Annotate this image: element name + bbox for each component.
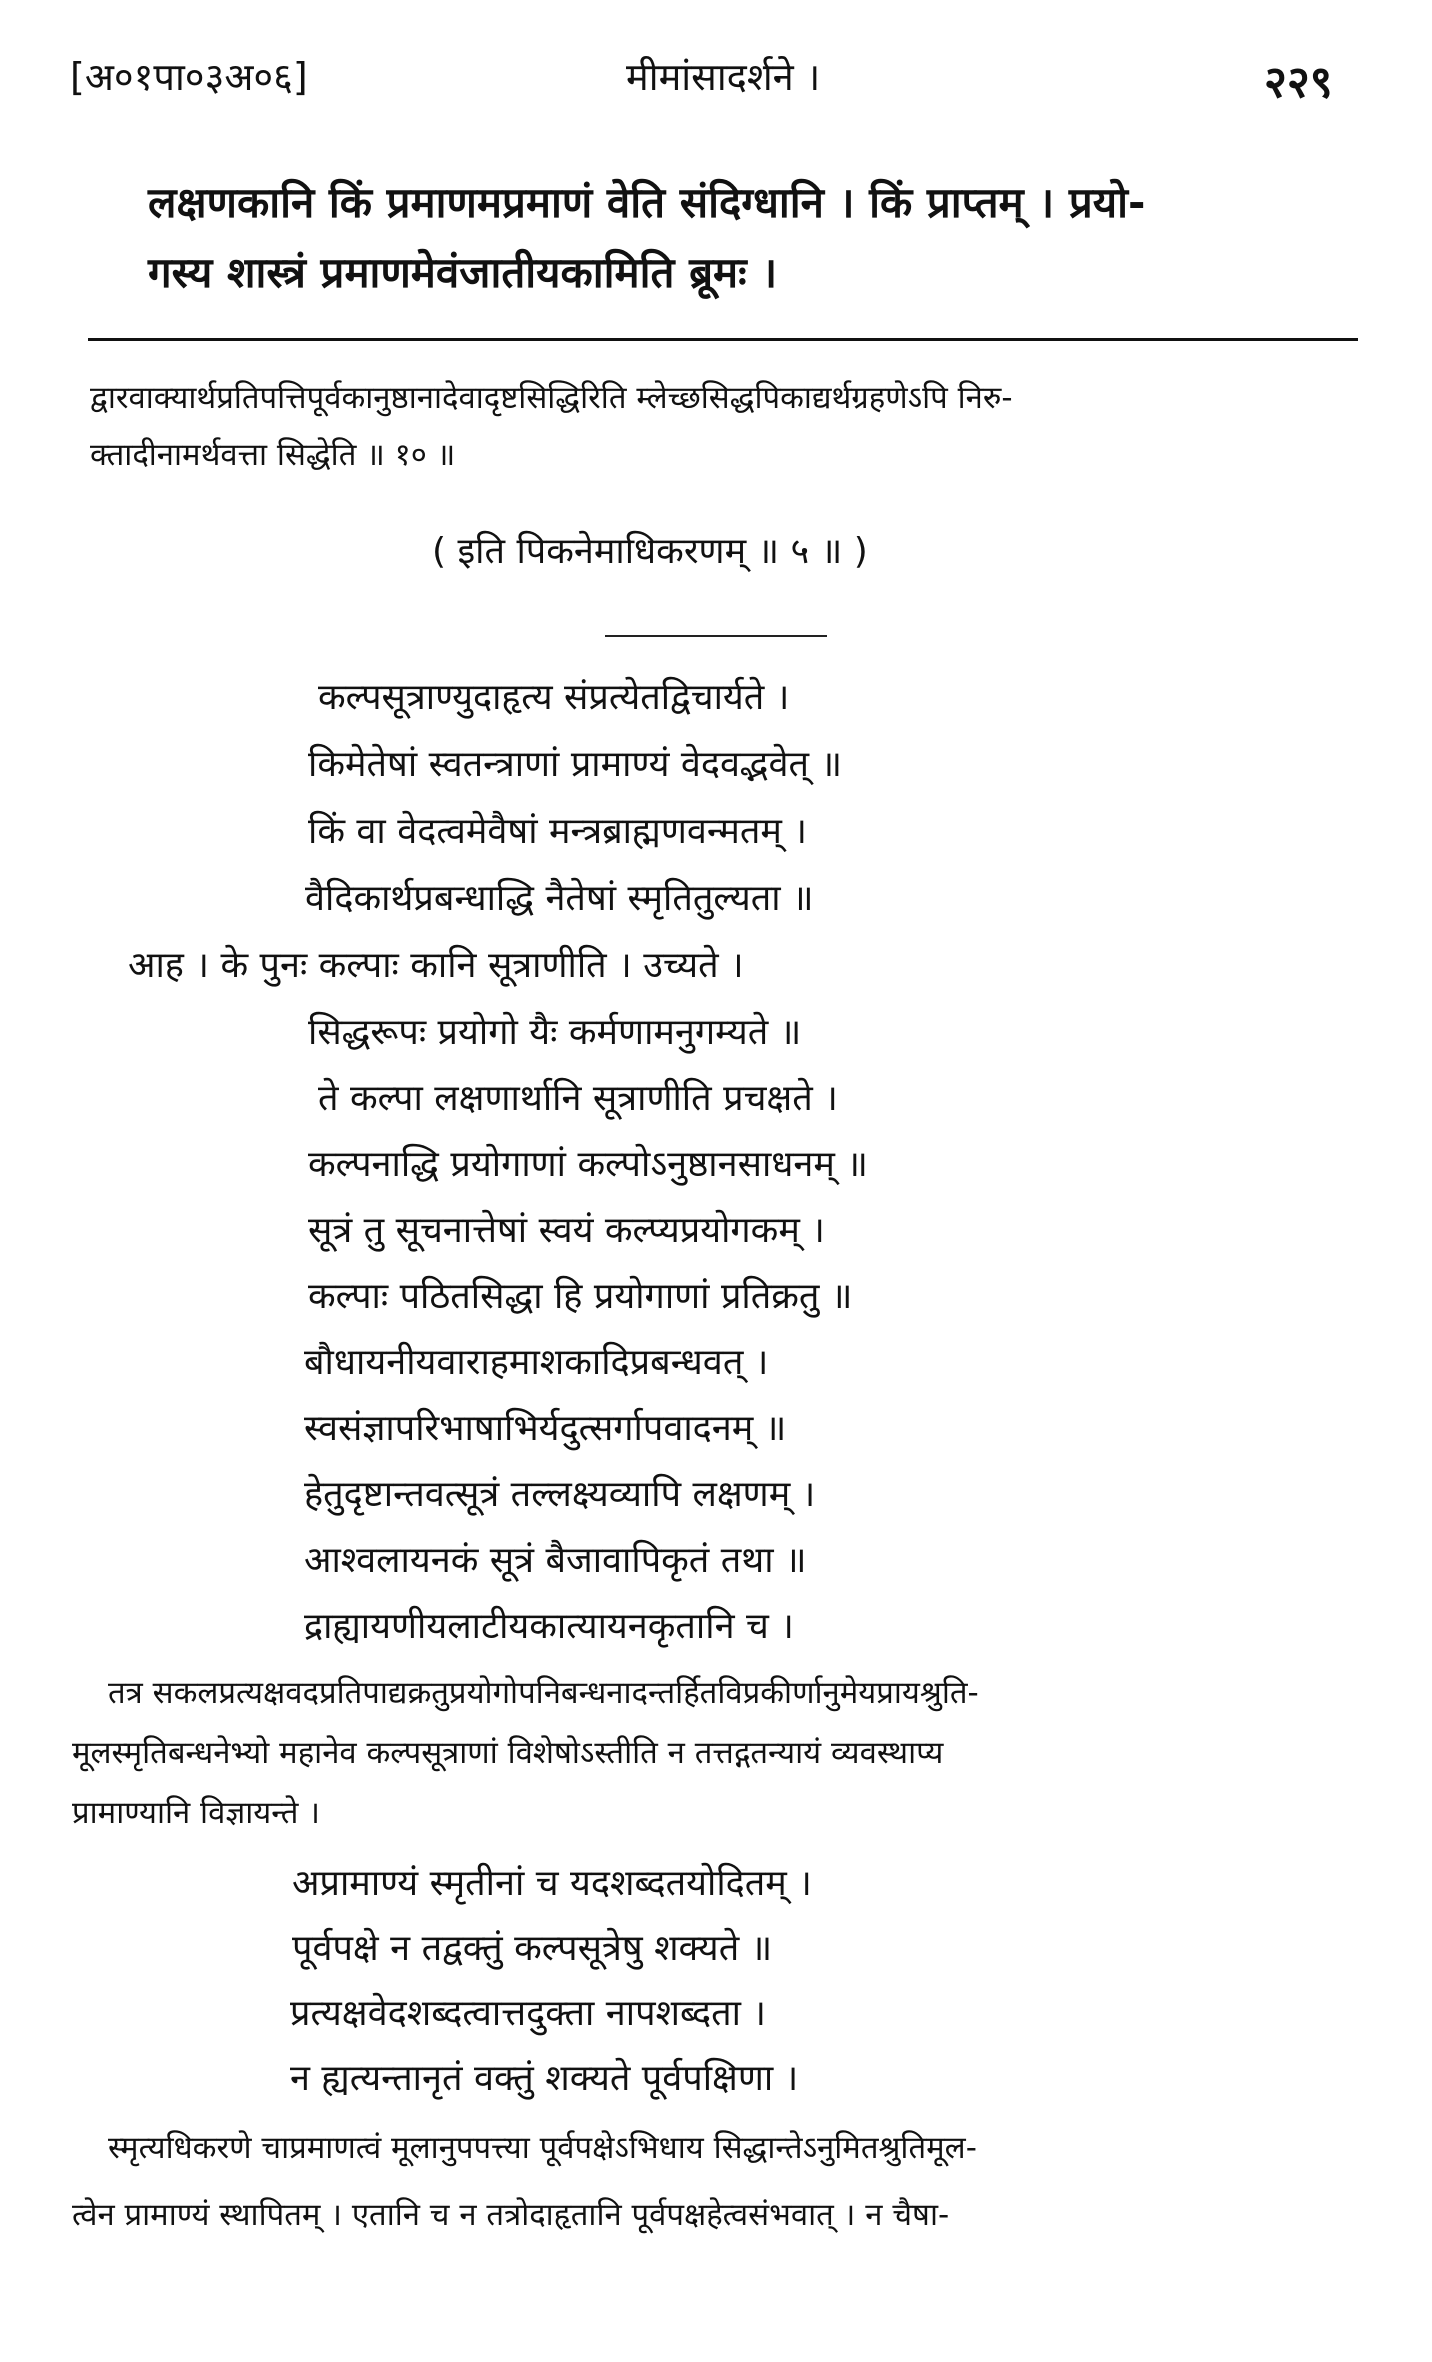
verse-1-3: किं वा वेदत्वमेवैषां मन्त्रब्राह्मणवन्मतम् । bbox=[308, 811, 807, 852]
page-number: २२९ bbox=[1264, 57, 1333, 108]
verse-1-2: किमेतेषां स्वतन्त्राणां प्रामाण्यं वेदवद्भवेत् ॥ bbox=[308, 744, 843, 785]
verse-3-2: पूर्वपक्षे न तद्वक्तुं कल्पसूत्रेषु शक्यते ॥ bbox=[292, 1928, 773, 1969]
prose-2-line-2: त्वेन प्रामाण्यं स्थापितम् । एतानि च न तत्रोदाहृतानि पूर्वपक्षहेत्वसंभवात् । न चैषा- bbox=[72, 2197, 950, 2233]
verse-2-3: कल्पनाद्धि प्रयोगाणां कल्पोऽनुष्ठानसाधनम् ॥ bbox=[308, 1144, 868, 1185]
verse-2-8: हेतुदृष्टान्तवत्सूत्रं तल्लक्ष्यव्यापि लक्षणम् । bbox=[304, 1474, 816, 1515]
verse-2-1: सिद्धरूपः प्रयोगो यैः कर्मणामनुगम्यते ॥ bbox=[308, 1012, 802, 1053]
verse-2-9: आश्वलायनकं सूत्रं बैजावापिकृतं तथा ॥ bbox=[304, 1540, 807, 1581]
commentary-line-2: क्तादीनामर्थवत्ता सिद्धेति ॥ १० ॥ bbox=[90, 437, 456, 473]
verse-2-4: सूत्रं तु सूचनात्तेषां स्वयं कल्प्यप्रयोगकम् । bbox=[308, 1210, 825, 1251]
verse-3-4: न ह्यत्यन्तानृतं वक्तुं शक्यते पूर्वपक्षिणा । bbox=[290, 2058, 799, 2099]
verse-2-2: ते कल्पा लक्षणार्थानि सूत्राणीति प्रचक्षते । bbox=[318, 1078, 838, 1119]
verse-1-4: वैदिकार्थप्रबन्धाद्धि नैतेषां स्मृतितुल्यता ॥ bbox=[305, 878, 814, 919]
sutra-line-2: गस्य शास्त्रं प्रमाणमेवंजातीयकामिति ब्रूमः । bbox=[148, 248, 778, 297]
aha-line: आह । के पुनः कल्पाः कानि सूत्राणीति । उच्यते । bbox=[128, 945, 744, 986]
page-title: मीमांसादर्शने । bbox=[626, 55, 821, 99]
verse-2-7: स्वसंज्ञापरिभाषाभिर्यदुत्सर्गापवादनम् ॥ bbox=[304, 1408, 787, 1449]
section-separator bbox=[605, 635, 827, 637]
prose-1-line-2: मूलस्मृतिबन्धनेभ्यो महानेव कल्पसूत्राणां विशेषोऽस्तीति न तत्तद्गतन्यायं व्यवस्थाप्य bbox=[72, 1735, 944, 1771]
section-reference: [अ०१पा०३अ०६] bbox=[70, 55, 308, 99]
prose-2-line-1: स्मृत्यधिकरणे चाप्रमाणत्वं मूलानुपपत्त्या पूर्वपक्षेऽभिधाय सिद्धान्तेऽनुमितश्रुतिमूल- bbox=[108, 2130, 977, 2166]
commentary-line-1: द्वारवाक्यार्थप्रतिपत्तिपूर्वकानुष्ठानादेवादृष्टसिद्धिरिति म्लेच्छसिद्धपिकाद्यर्थग्रहणेऽपि निरु- bbox=[90, 380, 1013, 416]
verse-2-6: बौधायनीयवाराहमाशकादिप्रबन्धवत् । bbox=[304, 1342, 769, 1383]
prose-1-line-1: तत्र सकलप्रत्यक्षवदप्रतिपाद्यक्रतुप्रयोगोपनिबन्धनादन्तर्हितविप्रकीर्णानुमेयप्रायश्रुति- bbox=[108, 1675, 979, 1711]
verse-1-1: कल्पसूत्राण्युदाहृत्य संप्रत्येतद्विचार्यते । bbox=[318, 677, 790, 718]
prose-1-line-3: प्रामाण्यानि विज्ञायन्ते । bbox=[72, 1795, 321, 1831]
verse-2-10: द्राह्यायणीयलाटीयकात्यायनकृतानि च । bbox=[304, 1606, 794, 1647]
adhikarana-end: ( इति पिकनेमाधिकरणम् ॥ ५ ॥ ) bbox=[432, 531, 868, 572]
sutra-divider bbox=[88, 338, 1358, 341]
verse-3-1: अप्रामाण्यं स्मृतीनां च यदशब्दतयोदितम् । bbox=[292, 1863, 812, 1904]
verse-3-3: प्रत्यक्षवेदशब्दत्वात्तदुक्ता नापशब्दता । bbox=[290, 1993, 767, 2034]
verse-2-5: कल्पाः पठितसिद्धा हि प्रयोगाणां प्रतिक्रतु ॥ bbox=[308, 1276, 853, 1317]
sutra-line-1: लक्षणकानि किं प्रमाणमप्रमाणं वेति संदिग्धानि । किं प्राप्तम् । प्रयो- bbox=[148, 178, 1146, 227]
